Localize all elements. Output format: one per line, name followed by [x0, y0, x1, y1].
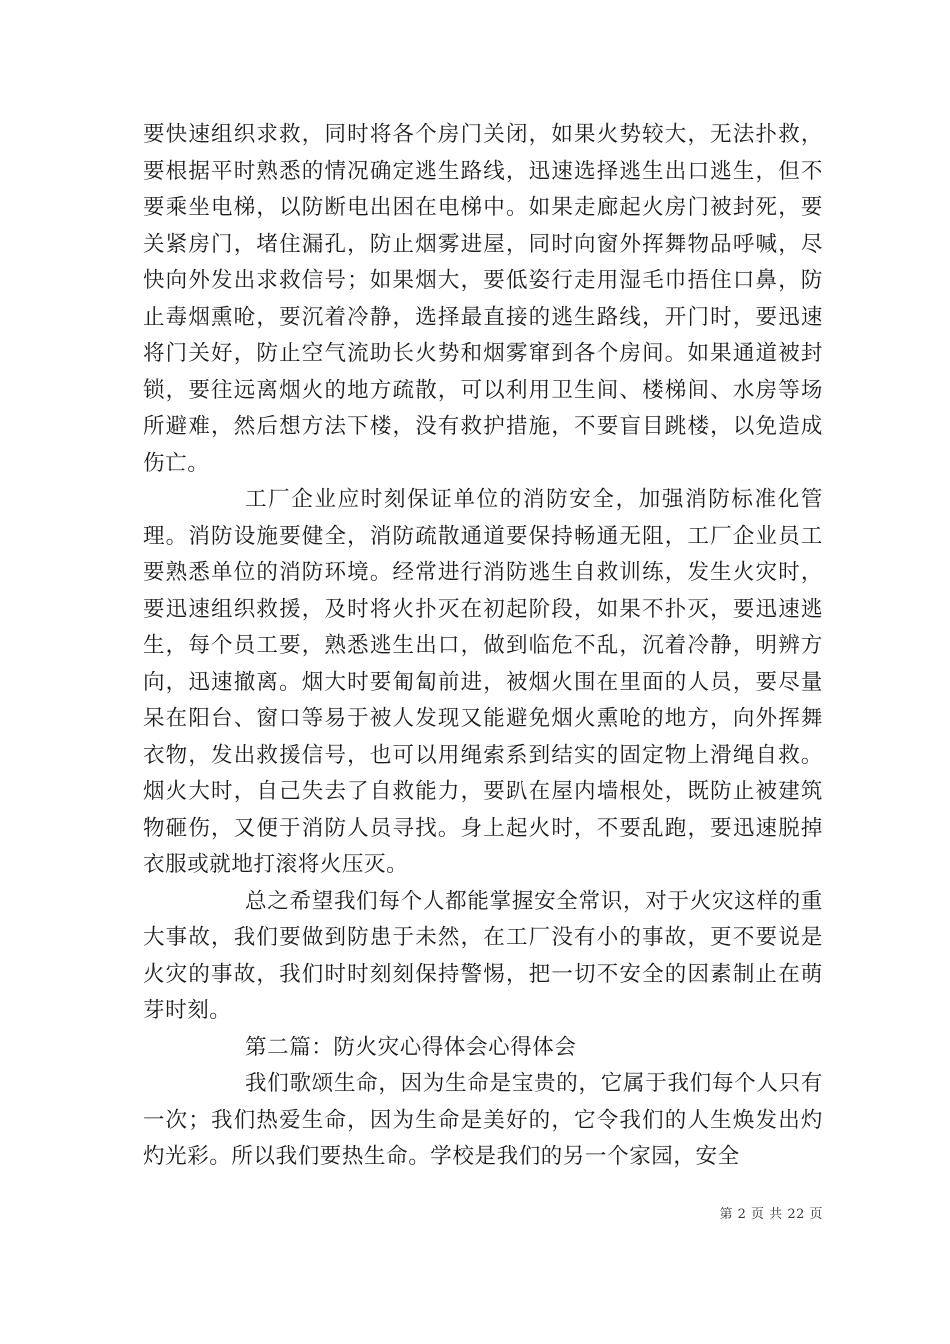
paragraph-escape-guidance: 要快速组织求救，同时将各个房门关闭，如果火势较大，无法扑救，要根据平时熟悉的情况确定逃生路线，迅速选择逃生出口逃生，但不要乘坐电梯，以防断电出困在电梯中。如果走廊起火房门被封死，要关紧房门，堵住漏孔，防止烟雾进屋，同时向窗外挥舞物品呼喊，尽快向外发出求救信号；如果烟大，要低姿行走用湿毛巾捂住口鼻，防止毒烟熏呛，要沉着冷静，选择最直接的逃生路线，开门时，要迅速将门关好，防止空气流助长火势和烟雾窜到各个房间。如果通道被封锁，要往远离烟火的地方疏散，可以利用卫生间、楼梯间、水房等场所避难，然后想方法下楼，没有救护措施，不要盲目跳楼，以免造成伤亡。	[143, 122, 823, 476]
paragraph-factory-safety: 工厂企业应时刻保证单位的消防安全，加强消防标准化管理。消防设施要健全，消防疏散通道要保持畅通无阻，工厂企业员工要熟悉单位的消防环境。经常进行消防逃生自救训练，发生火灾时，要迅速组织救援，及时将火扑灭在初起阶段，如果不扑灭，要迅速逃生，每个员工要，熟悉逃生出口，做到临危不乱，沉着冷静，明辨方向，迅速撤离。烟大时要匍匐前进，被烟火围在里面的人员，要尽量呆在阳台、窗口等易于被人发现又能避免烟火熏呛的地方，向外挥舞衣物，发出救援信号，也可以用绳索系到结实的固定物上滑绳自救。烟火大时，自己失去了自救能力，要趴在屋内墙根处，既防止被建筑物砸伤，又便于消防人员寻找。身上起火时，不要乱跑，要迅速脱掉衣服或就地打滚将火压灭。	[143, 487, 823, 877]
paragraph-second-essay: 我们歌颂生命，因为生命是宝贵的，它属于我们每个人只有一次；我们热爱生命，因为生命是美好的，它令我们的人生焕发出灼灼光彩。所以我们要热生命。学校是我们的另一个家园，安全	[143, 1071, 823, 1169]
section-heading: 第二篇：防火灾心得体会心得体会	[245, 1034, 577, 1060]
paragraph-conclusion: 总之希望我们每个人都能掌握安全常识，对于火灾这样的重大事故，我们要做到防患于未然，在工厂没有小的事故，更不要说是火灾的事故，我们时时刻刻保持警惕，把一切不安全的因素制止在萌芽时刻。	[143, 888, 823, 1023]
document-body	[143, 117, 823, 1176]
page-number: 第 2 页 共 22 页	[719, 1207, 823, 1222]
